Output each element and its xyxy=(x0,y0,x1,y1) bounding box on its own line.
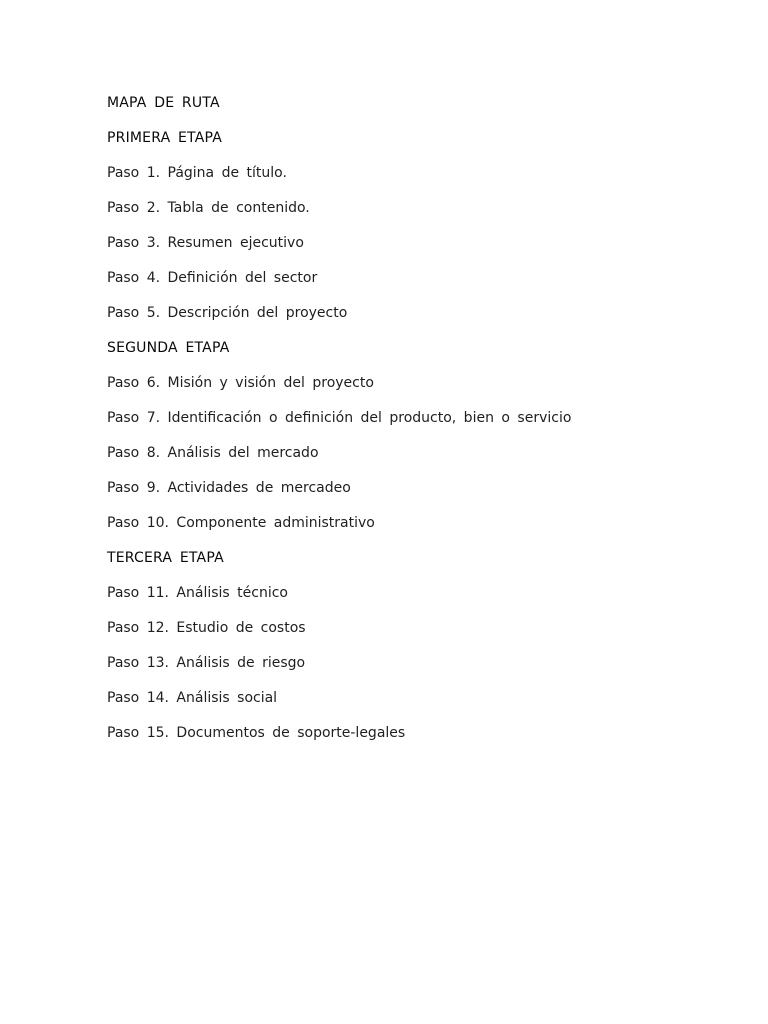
step-item: Paso 10. Componente administrativo xyxy=(107,515,375,531)
step-item: Paso 8. Análisis del mercado xyxy=(107,445,319,461)
stage-section xyxy=(107,338,727,548)
document-page xyxy=(107,93,727,758)
step-item: Paso 4. Definición del sector xyxy=(107,270,318,286)
stage-section xyxy=(107,548,727,758)
step-item: Paso 6. Misión y visión del proyecto xyxy=(107,375,374,391)
step-item: Paso 11. Análisis técnico xyxy=(107,585,288,601)
step-item: Paso 7. Identificación o definición del producto, bien o servicio xyxy=(107,410,572,426)
step-item: Paso 12. Estudio de costos xyxy=(107,620,306,636)
stage-heading: TERCERA ETAPA xyxy=(107,550,224,566)
step-item: Paso 2. Tabla de contenido. xyxy=(107,200,310,216)
stage-heading: SEGUNDA ETAPA xyxy=(107,340,230,356)
step-item: Paso 9. Actividades de mercadeo xyxy=(107,480,351,496)
step-item: Paso 3. Resumen ejecutivo xyxy=(107,235,304,251)
step-item: Paso 15. Documentos de soporte-legales xyxy=(107,725,406,741)
step-item: Paso 14. Análisis social xyxy=(107,690,278,706)
document-title: MAPA DE RUTA xyxy=(107,95,220,111)
step-item: Paso 1. Página de título. xyxy=(107,165,287,181)
stage-heading: PRIMERA ETAPA xyxy=(107,130,223,146)
step-item: Paso 5. Descripción del proyecto xyxy=(107,305,348,321)
stage-section xyxy=(107,128,727,338)
step-item: Paso 13. Análisis de riesgo xyxy=(107,655,306,671)
